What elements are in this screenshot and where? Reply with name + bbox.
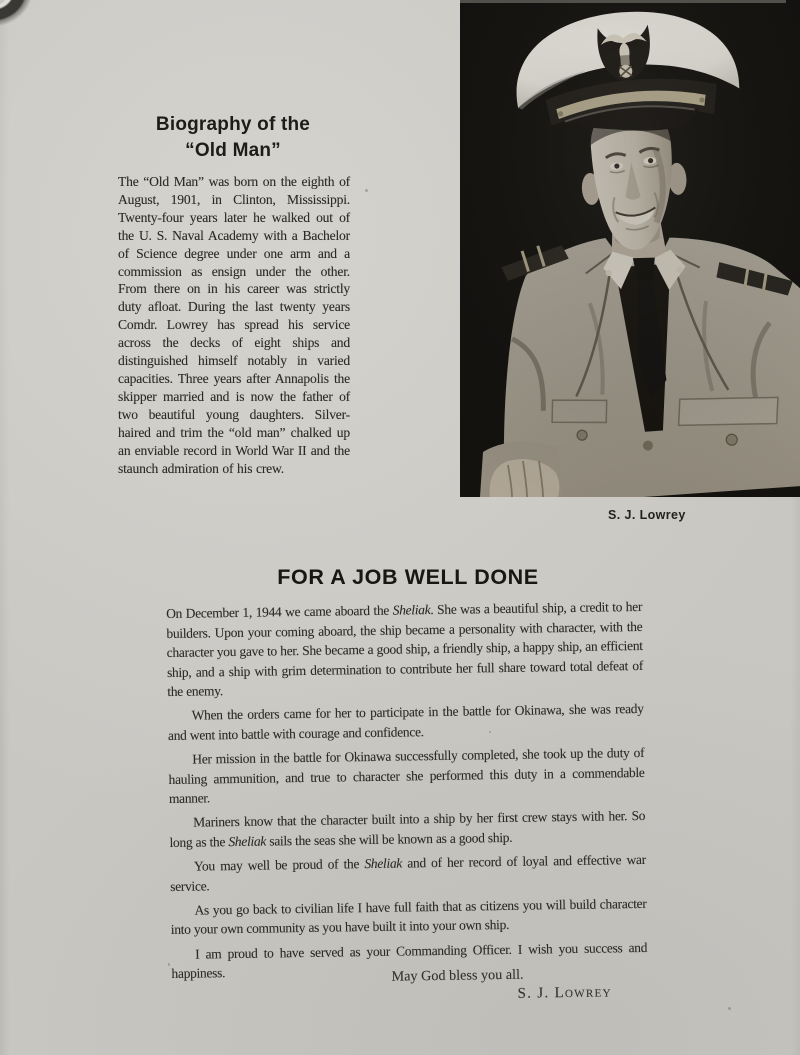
letter-paragraph: On December 1, 1944 we came aboard the Sheliak. She was a beautiful ship, a credit to her builders. Upon your coming aboard, the ship became a personality with character, with the character you gave to her. She became a good ship, a friendly ship, a happy ship, an efficient ship, and a ship with grim determination to contribute her full share toward total defeat of the enemy. <box>166 598 644 700</box>
letter-paragraph: Her mission in the battle for Okinawa successfully completed, she took up the duty of hauling ammunition, and true to character she performed this duty in a commendable manner. <box>168 745 645 807</box>
bio-title <box>100 112 366 164</box>
bio-paragraph: The “Old Man” was born on the eighth of August, 1901, in Clinton, Mississippi. Twenty-four years later he walked out of the U. S. Naval Academy with a Bachelor of Science degree under one arm and a commission as ensign under the other. From there on in his career was strictly duty afloat. During the last twenty years Comdr. Lowrey has spread his service across the decks of eight ships and distinguished himself notably in varied capacities. Three years after Annapolis the skipper married and is now the father of two beautiful young daughters. Silver-haired and trim the “old man” chalked up an enviable record in World War II and the staunch admiration of his crew. <box>118 174 350 476</box>
photo-caption: S. J. Lowrey <box>608 508 686 522</box>
scan-speck <box>728 1007 731 1010</box>
letter-paragraph: Mariners know that the character built into a ship by her first crew stays with her. So long as the Sheliak sails the seas she will be known as a good ship. <box>169 808 646 851</box>
letter-closing: May God bless you all. <box>391 966 524 985</box>
letter-paragraph: When the orders came for her to participate in the battle for Okinawa, she was ready and went into battle with courage and confidence. <box>167 701 644 744</box>
photo-light-overlay <box>460 0 800 497</box>
bio-section <box>100 112 366 477</box>
officer-portrait-photo <box>460 0 800 497</box>
letter-paragraph: As you go back to civilian life I have full faith that as citizens you will build character into your own community as you have built it into your own ship. <box>170 895 647 938</box>
letter-signature: S. J. Lowrey <box>517 984 612 1003</box>
scan-speck <box>168 963 170 966</box>
bio-title-line2: “Old Man” <box>185 140 281 161</box>
letter-paragraph: You may well be proud of the Sheliak and of her record of loyal and effective war service. <box>170 852 646 894</box>
bio-title-line1: Biography of the <box>155 114 311 135</box>
page-corner-curl <box>0 0 52 48</box>
officer-portrait-art <box>460 0 800 497</box>
letter-title: FOR A JOB WELL DONE <box>277 565 539 589</box>
letter-paragraph: I am proud to have served as your Commanding Officer. I wish you success and happiness. <box>171 939 648 982</box>
letter-body <box>166 597 648 1008</box>
